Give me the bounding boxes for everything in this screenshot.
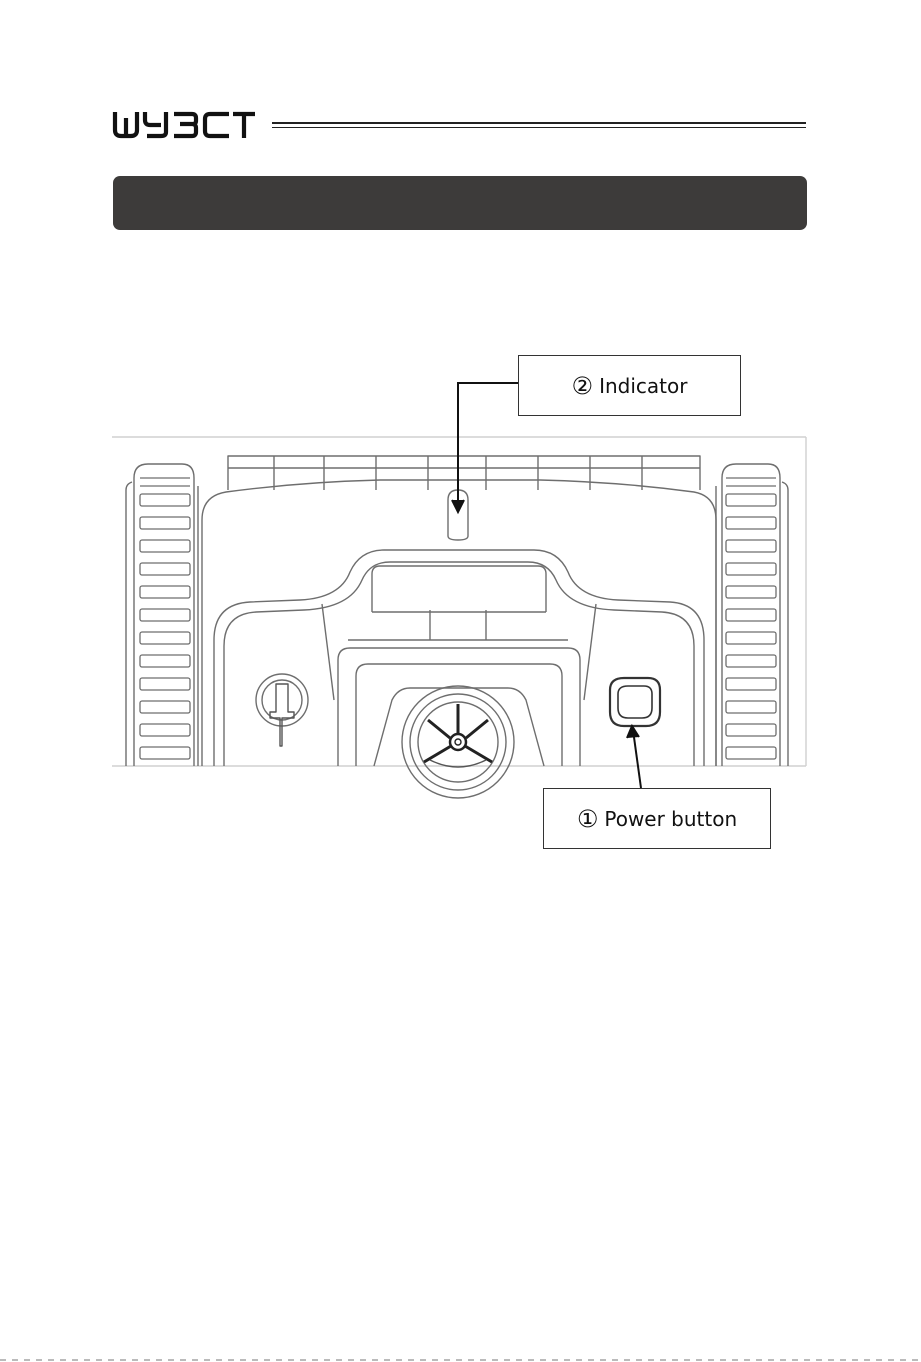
callout-label: Indicator bbox=[599, 373, 688, 398]
robot-top-view-illustration bbox=[108, 350, 808, 850]
callout-number: ① bbox=[576, 804, 599, 833]
power-button-callout bbox=[543, 788, 771, 849]
section-title-bar bbox=[113, 176, 807, 230]
page-edge-dashes bbox=[0, 1359, 921, 1361]
header-rule-thick bbox=[272, 122, 806, 124]
callout-label: Power button bbox=[604, 806, 738, 831]
wybot-logo bbox=[112, 108, 257, 140]
header-rule-thin bbox=[272, 127, 806, 128]
indicator-callout bbox=[518, 355, 741, 416]
callout-number: ② bbox=[571, 371, 594, 400]
